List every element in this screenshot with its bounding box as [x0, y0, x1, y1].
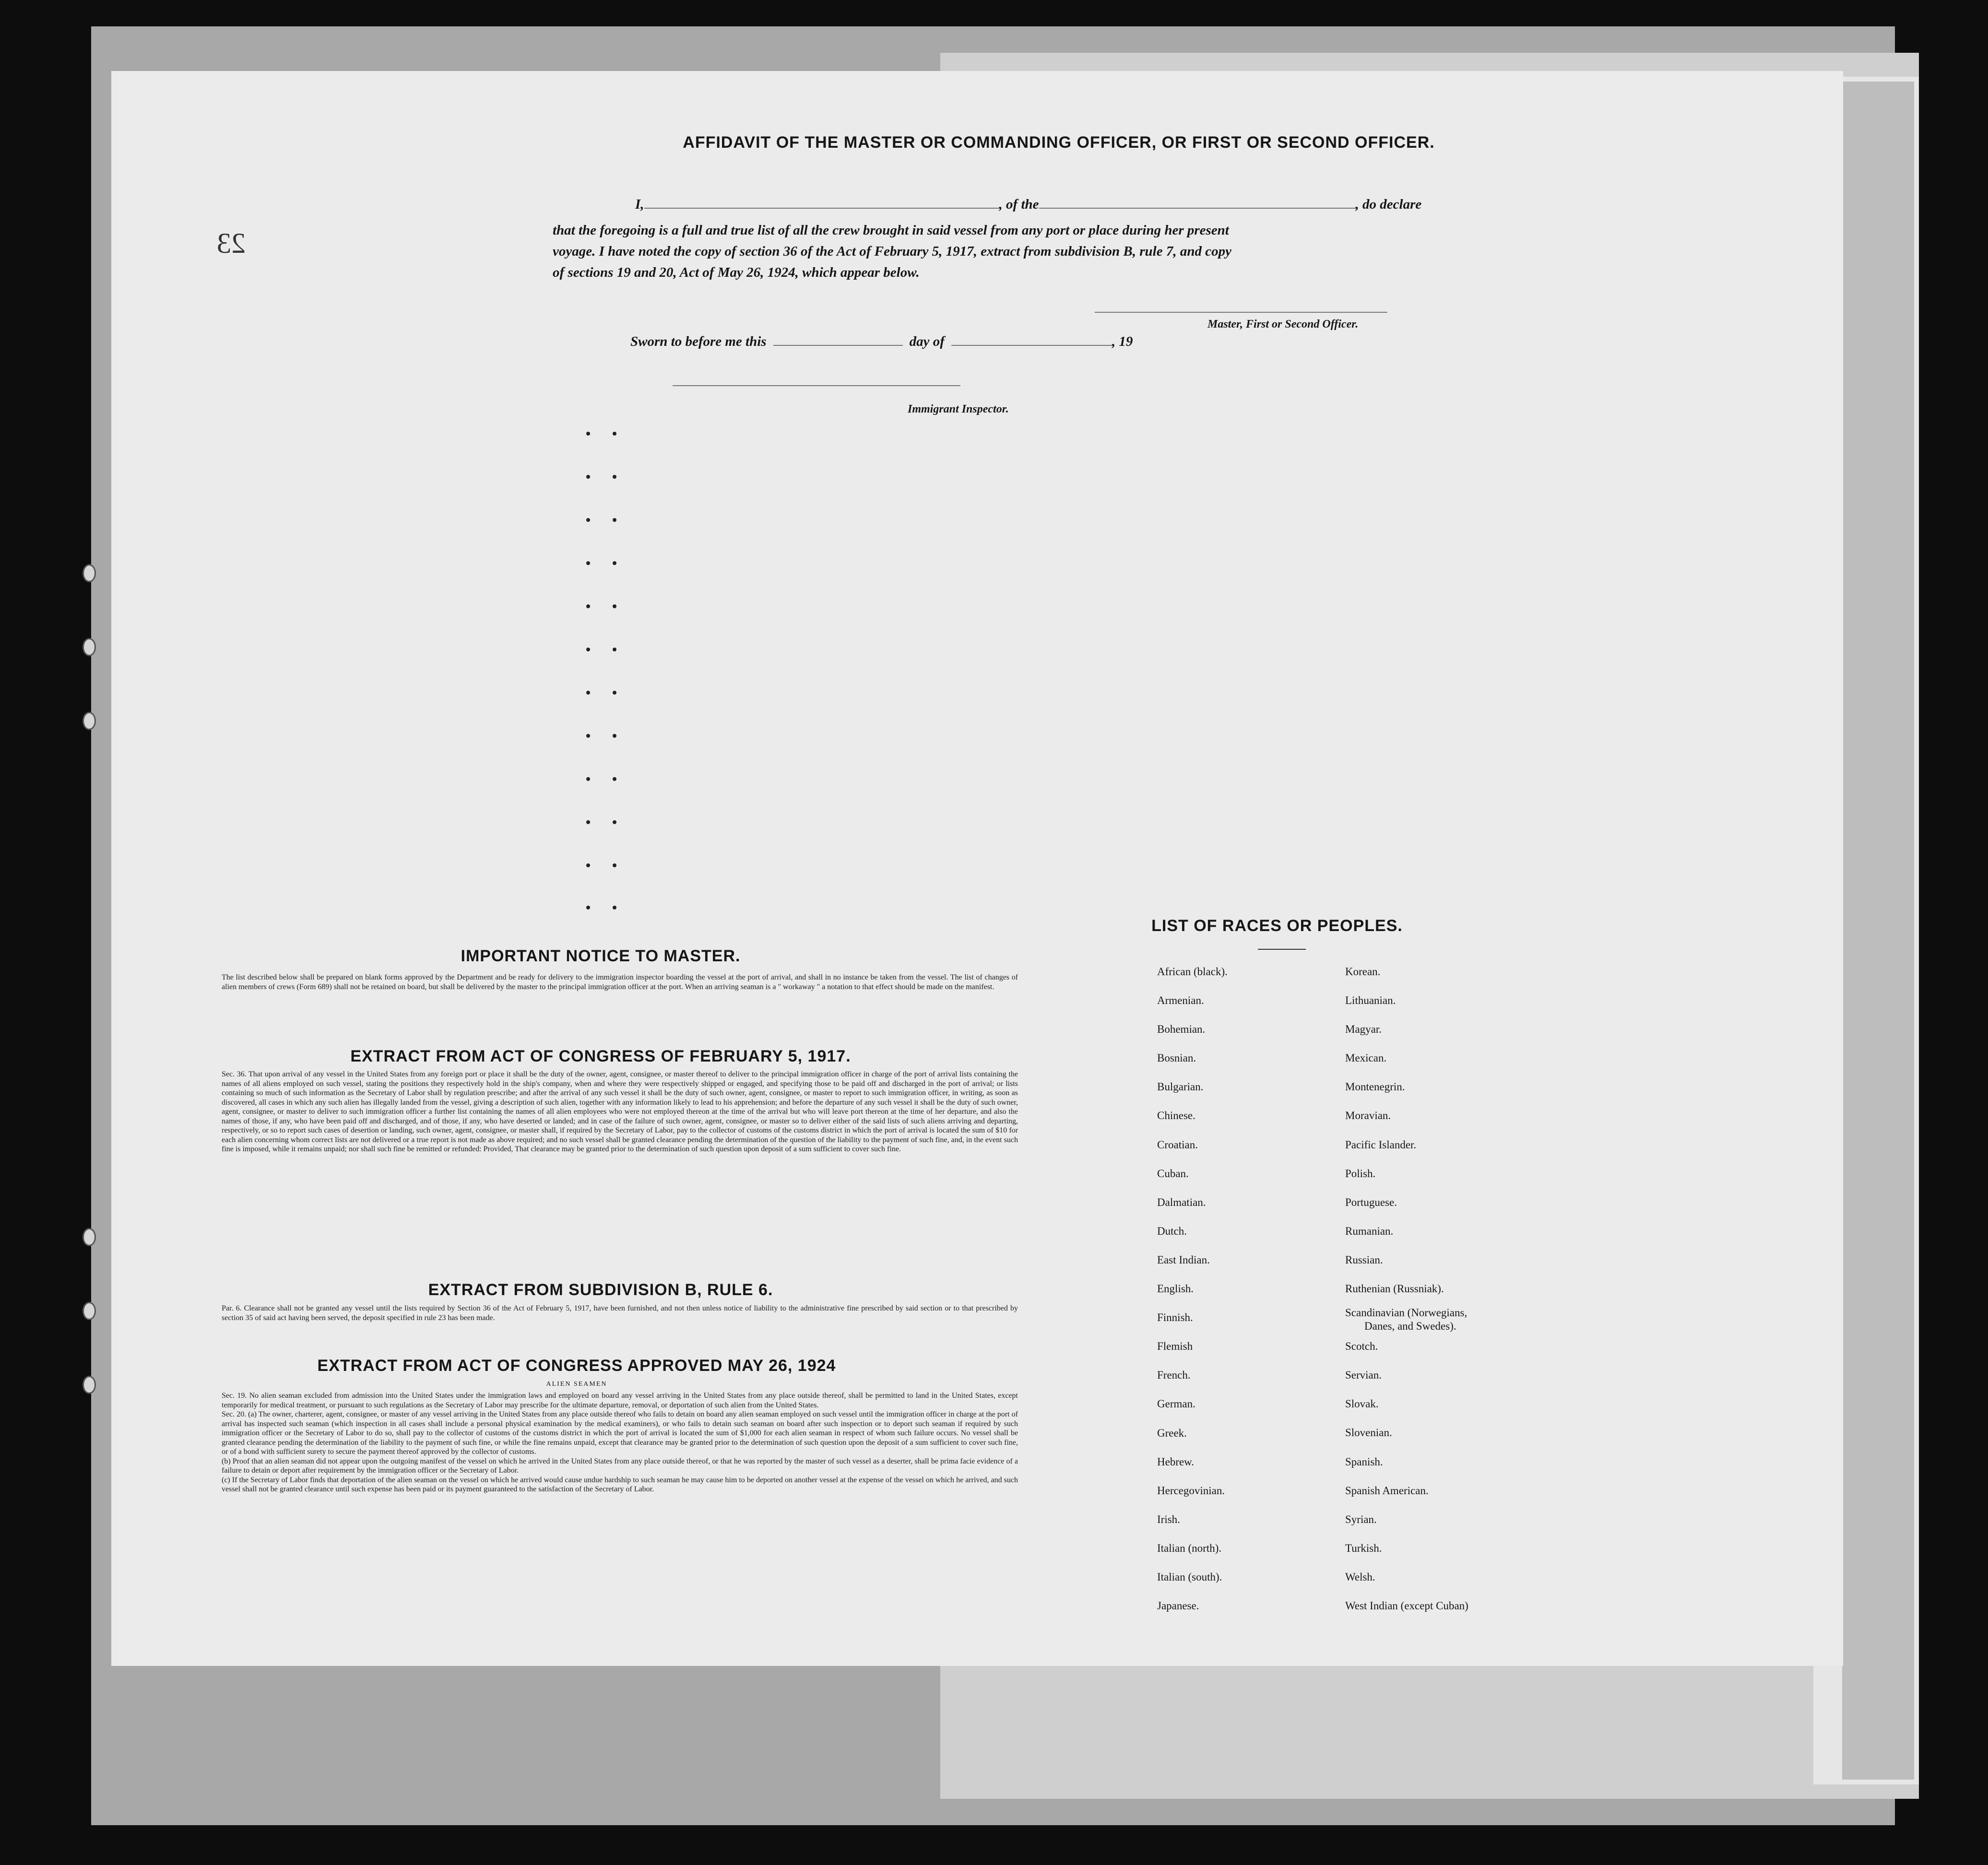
list-dot: [586, 648, 590, 651]
extract-1917-title: EXTRACT FROM ACT OF CONGRESS OF FEBRUARY 5, 1917.: [350, 1047, 851, 1065]
race-item: Dutch.: [1157, 1225, 1187, 1237]
inspector-caption: Immigrant Inspector.: [908, 403, 1009, 415]
race-item: West Indian (except Cuban): [1345, 1599, 1468, 1612]
manifest-page: [111, 71, 1843, 1666]
race-item: French.: [1157, 1369, 1191, 1381]
race-item: Turkish.: [1345, 1542, 1382, 1554]
race-item: Spanish.: [1345, 1455, 1383, 1468]
sec19-text: Sec. 19. No alien seaman excluded from admission into the United States under the immigration laws and employed on board any vessel arriving in the United States from any place outside thereof, shall be permitted to land in the United States, except temporarily for medical treatment, or pursuant to such regulations as the Secretary of Labor may prescribe for the ultimate departure, removal, or deportation of such alien from the United States.: [222, 1392, 1018, 1409]
affidavit-title: AFFIDAVIT OF THE MASTER OR COMMANDING OFFICER, OR FIRST OR SECOND OFFICER.: [683, 133, 1435, 152]
race-item: Montenegrin.: [1345, 1081, 1405, 1093]
extract-1924-title: EXTRACT FROM ACT OF CONGRESS APPROVED MAY 26, 1924: [317, 1357, 836, 1375]
alien-seamen-subhead: ALIEN SEAMEN: [546, 1381, 607, 1388]
races-title: LIST OF RACES OR PEOPLES.: [1151, 917, 1403, 935]
race-item: Slovenian.: [1345, 1427, 1392, 1439]
race-item: English.: [1157, 1283, 1194, 1295]
race-item: Flemish: [1157, 1340, 1193, 1353]
race-item: Rumanian.: [1345, 1225, 1394, 1237]
race-item: Moravian.: [1345, 1110, 1391, 1122]
list-dot: [586, 863, 590, 867]
list-dot: [586, 820, 590, 824]
list-dot: [613, 734, 616, 738]
race-item: Syrian.: [1345, 1513, 1377, 1525]
race-item: Japanese.: [1157, 1600, 1199, 1612]
inspector-signature-line: [673, 385, 960, 386]
race-item: Bulgarian.: [1157, 1081, 1204, 1093]
races-right-column: [1345, 957, 1468, 1620]
sworn-line: Sworn to before me this day of , 19: [630, 334, 1133, 349]
extract-1917-text: Sec. 36. That upon arrival of any vessel in the United States from any foreign port or place it shall be the duty of the owner, agent, consignee, or master thereof to deliver to the principal immigration officer in charge of the port of arrival lists containing the names of all aliens employed on such vessel, stating the positions they respectively hold in the ship's company, when and where they were respectively shipped or engaged, and specifying those to be paid off and discharged in the port of arrival; or lists containing so much of such information as the Secretary of Labor shall by regulation prescribe; and after the arrival of any such vessel it shall be the duty of such owner, agent, consignee, or master to report to such immigration officer, in writing, as soon as discovered, all cases in which any such alien has illegally landed from the vessel, giving a description of such alien, together with any information likely to lead to his apprehension; and before the departure of any such vessel it shall be the duty of such owner, agent, consignee, or master to deliver to such immigration officer a further list containing the names of all alien employees who were not employed thereon at the time of the arrival but who will leave port thereon at the time of her departure, and also the names of those, if any, who have been paid off and discharged, and of those, if any, who have deserted or landed; and in case of the failure of such owner, agent, consignee, or master so to deliver either of the said lists of such aliens arriving and departing, respectively, or so to report such cases of desertion or landing, such owner, agent, consignee, or master shall, if required by the Secretary of Labor, pay to the collector of customs of the customs district in which the port of arrival is located the sum of $10 for each alien concerning whom correct lists are not delivered or a true report is not made as above required; and no such vessel shall be granted clearance pending the determination of the question of the liability to the payment of such fine, and, in the event such fine is imposed, while it remains unpaid; nor shall such fine be remitted or refunded: Provided, That clearance may be granted prior to the determination of such question upon deposit of a sum sufficient to cover such fine.: [222, 1070, 1018, 1153]
affidavit-line-3: voyage. I have noted the copy of section 36 of the Act of February 5, 1917, extract from subdivision B, rule 7, and copy: [553, 244, 1231, 259]
race-item: Finnish.: [1157, 1311, 1193, 1324]
punch-hole: [83, 638, 96, 656]
extract-1924-body: [222, 1391, 1018, 1494]
list-dot: [613, 432, 616, 436]
list-dot: [586, 432, 590, 436]
race-item: East Indian.: [1157, 1253, 1210, 1266]
underlying-sheet-edge: [1842, 82, 1914, 1780]
race-item: Mexican.: [1345, 1052, 1387, 1064]
affidavit-line-1: I, , of the , do declare: [635, 197, 1422, 212]
sec20b-text: (b) Proof that an alien seaman did not appear upon the outgoing manifest of the vessel on which he arrived in the United States from any place outside thereof, or that he was reported by the master of such vessel as a deserter, shall be prima facie evidence of a failure to detain or deport after requirement by the immigration officer or the Secretary of Labor.: [222, 1457, 1018, 1475]
list-dot: [613, 777, 616, 781]
punch-hole: [83, 712, 96, 730]
race-item: Magyar.: [1345, 1023, 1382, 1036]
race-item: Armenian.: [1157, 994, 1204, 1007]
punch-hole: [83, 564, 96, 582]
extract-rule6-text: Par. 6. Clearance shall not be granted any vessel until the lists required by Section 36 of the Act of February 5, 1917, have been furnished, and not then unless notice of liability to the administrative fine prescribed by said section or to that prescribed by section 35 of said act having been served, the deposit specified in rule 23 has been made.: [222, 1304, 1018, 1322]
race-item: Slovak.: [1345, 1398, 1379, 1410]
notice-title: IMPORTANT NOTICE TO MASTER.: [461, 947, 741, 965]
list-dot: [613, 691, 616, 695]
master-signature-line: [1095, 312, 1387, 313]
list-dot: [586, 691, 590, 695]
list-dot: [613, 561, 616, 565]
list-dot: [586, 906, 590, 909]
race-item: Hercegovinian.: [1157, 1484, 1225, 1497]
sec20a-text: Sec. 20. (a) The owner, charterer, agent, consignee, or master of any vessel arriving in the United States from any place outside thereof who fails to detain on board any alien seaman employed on such vessel until the immigration officer in charge at the port of arrival has inspected such seaman (which inspection in all cases shall include a personal physical examination by the medical examiners), or who fails to detain such seaman on board after such inspection or to deport such seaman if required by such immigration officer or the Secretary of Labor to do so, shall pay to the collector of customs of the customs district in which the port of arrival is located the sum of $1,000 for each alien seaman in respect of whom such failure occurs. No vessel shall be granted clearance pending the determination of the liability to the payment of such fine, or while the fine remains unpaid, except that clearance may be granted prior to the determination of such question upon the deposit of a sum sufficient to cover such fine, or of a bond with sufficient surety to secure the payment thereof approved by the collector of customs.: [222, 1410, 1018, 1456]
notice-text: The list described below shall be prepared on blank forms approved by the Department and be ready for delivery to the immigration inspector boarding the vessel at the port of arrival, and shall in no instance be taken from the vessel. The list of changes of alien members of crews (Form 689) shall not be retained on board, but shall be delivered by the master to the principal immigration officer at the port. When an arriving seaman is a " workaway " a notation to that effect should be made on the manifest.: [222, 973, 1018, 991]
sec20c-text: (c) If the Secretary of Labor finds that deportation of the alien seaman on the vessel on which he arrived would cause undue hardship to such seaman he may cause him to be deported on another vessel at the expense of the vessel on which he arrived, and such vessel shall not be granted clearance until such expense has been paid or its payment guaranteed to the satisfaction of the Secretary of Labor.: [222, 1475, 1018, 1493]
race-item: Irish.: [1157, 1513, 1180, 1525]
race-item: Korean.: [1345, 966, 1381, 978]
list-dot: [613, 518, 616, 522]
punch-hole: [83, 1302, 96, 1320]
race-item: Cuban.: [1157, 1167, 1189, 1180]
list-dot: [586, 604, 590, 608]
list-dot: [586, 475, 590, 479]
races-left-column: [1157, 957, 1228, 1620]
race-item: Scandinavian (Norwegians,: [1345, 1307, 1467, 1319]
race-item: Scotch.: [1345, 1340, 1378, 1353]
punch-hole: [83, 1376, 96, 1394]
race-item: Lithuanian.: [1345, 994, 1396, 1007]
race-item: Italian (south).: [1157, 1570, 1222, 1583]
race-item: Welsh.: [1345, 1570, 1375, 1583]
list-dot: [586, 518, 590, 522]
master-caption: Master, First or Second Officer.: [1207, 318, 1359, 331]
race-item: Hebrew.: [1157, 1455, 1195, 1468]
race-item: Polish.: [1345, 1167, 1376, 1180]
punch-hole: [83, 1228, 96, 1246]
list-dot: [586, 734, 590, 738]
list-dot: [586, 777, 590, 781]
race-item: African (black).: [1157, 966, 1228, 978]
list-dot: [613, 906, 616, 909]
race-item: Greek.: [1157, 1427, 1187, 1439]
race-item: Spanish American.: [1345, 1484, 1429, 1497]
race-item: Servian.: [1345, 1369, 1382, 1381]
race-item: Chinese.: [1157, 1110, 1195, 1122]
page-number: 23: [217, 227, 246, 259]
list-dot: [613, 648, 616, 651]
race-item: Bosnian.: [1157, 1052, 1196, 1064]
affidavit-line-4: of sections 19 and 20, Act of May 26, 1924, which appear below.: [553, 265, 920, 280]
list-dot: [613, 820, 616, 824]
race-item: Bohemian.: [1157, 1023, 1206, 1036]
race-item: Danes, and Swedes).: [1364, 1320, 1456, 1333]
race-item: Croatian.: [1157, 1138, 1198, 1151]
race-item: Dalmatian.: [1157, 1196, 1206, 1208]
list-dot: [613, 863, 616, 867]
list-dot: [586, 561, 590, 565]
race-item: Italian (north).: [1157, 1542, 1222, 1554]
race-item: German.: [1157, 1398, 1195, 1410]
list-dot: [613, 604, 616, 608]
extract-rule6-title: EXTRACT FROM SUBDIVISION B, RULE 6.: [428, 1281, 773, 1299]
list-dot: [613, 475, 616, 479]
race-item: Pacific Islander.: [1345, 1138, 1417, 1151]
race-item: Ruthenian (Russniak).: [1345, 1283, 1444, 1295]
race-item: Portuguese.: [1345, 1196, 1397, 1208]
races-divider: [1258, 949, 1306, 950]
affidavit-line-2: that the foregoing is a full and true list of all the crew brought in said vessel from any port or place during her present: [553, 223, 1229, 238]
race-item: Russian.: [1345, 1253, 1383, 1266]
